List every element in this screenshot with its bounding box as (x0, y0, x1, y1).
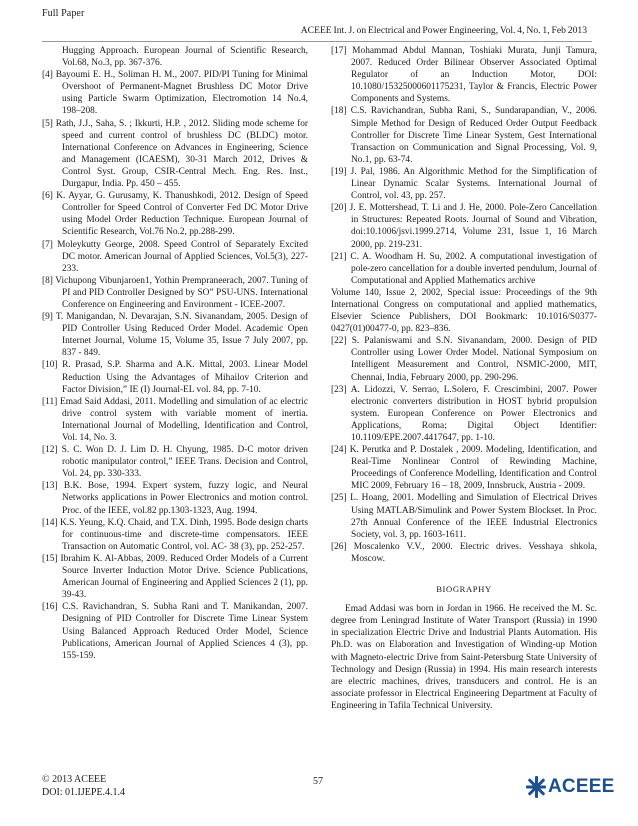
reference-text: Moscalenko V.V., 2000. Electric drives. Vesshaya shkola, Moscow. (351, 541, 597, 564)
reference-item (42, 275, 308, 311)
reference-number: [6] (42, 191, 53, 202)
reference-text: Rath, J.J., Saha, S. ; Ikkurti, H.P. , 2012. Sliding mode scheme for speed and current control of brushless DC (BLDC) motor. International Conference on Advances in Engineering, Science and Management (ICAESM), 30-31 March 2012, Drives & Control Syst. Group, CSIR-Central Mech. Eng. Res. Inst., Durgapur, India. Pp. 450 – 455. (55, 118, 309, 190)
reference-item (331, 541, 597, 565)
reference-text: J. E. Mottershead, T. Li and J. He, 2000. Pole-Zero Cancellation in Structures: Repeated Roots. Journal of Sound and Vibration, doi:10.1006/jsvi.1999.2714, Volume 231, Issue 1, 16 March 2000, pp. 219-231. (349, 203, 597, 250)
copyright-text: © 2013 ACEEE (42, 774, 107, 785)
reference-number: [15] (42, 553, 58, 564)
reference-text: C.S. Ravichandran, Subha Rani, S., Sundarapandian, V., 2006. Simple Method for Design of Reduced Order Output Feedback Controller for Discrete Time Linear System, Gest International Transaction on Communication and Signal Processing, Vol. 9, No.1, pp. 63-74. (350, 106, 597, 165)
reference-item (331, 166, 597, 202)
reference-item (42, 190, 308, 238)
reference-number: [10] (42, 360, 58, 371)
reference-number: [16] (42, 602, 58, 613)
reference-text: S. Palaniswami and S.N. Sivanandam, 2000. Design of PID Controller using Lower Order Model. National Symposium on Intelligent Measurement and Control, NSMIC-2000, MIT, Chennai, India, February 2000, pp. 290-296. (351, 336, 598, 383)
reference-item (42, 239, 308, 275)
reference-text: Volume 140, Issue 2, 2002, Special issue: Proceedings of the 9th International Congress on computational and applied mathematics, Elsevier Science Publishers, DOI Bookmark: 10.1016/S0377-0427(01)00477-0, pp. 823–836. (331, 287, 597, 335)
reference-text: Mohammad Abdul Mannan, Toshiaki Murata, Junji Tamura, 2007. Reduced Order Bilinear Observer Associated Optimal Regulator of an Induction Motor, DOI: 10.1080/15325000601175231, Taylor & Francis, Electric Power Components and Systems. (351, 46, 598, 105)
section-label: Full Paper (42, 8, 85, 19)
reference-text: K.S. Yeung, K.Q. Chaid, and T.X. Dinh, 1995. Bode design charts for continuous-time and discrete-time compensators. IEEE Transaction on Automatic Control, vol. AC- 38 (3), pp. 252-257. (60, 517, 309, 552)
reference-item (331, 202, 597, 250)
reference-number: [11] (42, 396, 58, 407)
doi-text: DOI: 01.IJEPE.4.1.4 (42, 787, 126, 798)
reference-text: T. Manigandan, N. Devarajan, S.N. Sivanandam, 2005. Design of PID Controller Using Reduced Order Model. Academic Open Internet Journal, Volume 15, Volume 35, Issue 7 July 2007, pp. 837 - 849. (55, 312, 308, 359)
reference-number: [23] (331, 384, 347, 395)
reference-number: [25] (331, 493, 347, 504)
logo-star-icon (526, 774, 548, 800)
reference-number: [4] (42, 70, 53, 81)
reference-number: [7] (42, 239, 53, 250)
journal-header: ACEEE Int. J. on Electrical and Power Engineering, Vol. 4, No. 1, Feb 2013 (300, 25, 587, 36)
reference-item (42, 118, 308, 191)
reference-text: J. Pal, 1986. An Algorithmic Method for the Simplification of Linear Dynamic Scalar Systems. International Journal of Control, vol. 43, pp. 257. (350, 166, 597, 202)
reference-text: K. Perutka and P. Dostalek , 2009. Modeling, Identification, and Real-Time Nonlinear Control of Rewinding Machine, Proceedings of Conference Modelling, Identification and Control MIC 2009, February 16 – 18, 2009, Innsbruck, Austria - 2009. (349, 445, 597, 492)
reference-item (42, 480, 308, 516)
reference-item (331, 287, 597, 335)
references-column-left (42, 45, 308, 662)
reference-item (331, 105, 597, 165)
reference-item (331, 335, 597, 383)
reference-number: [13] (42, 481, 58, 492)
reference-number: [20] (331, 203, 347, 214)
reference-item (42, 396, 308, 444)
reference-item (331, 251, 597, 287)
reference-text: Emad Said Addasi, 2011. Modelling and simulation of ac electric drive control system with variable moment of inertia. International Journal of Modelling, Identification and Control, Vol. 14, No. 3. (60, 396, 308, 443)
reference-item (331, 45, 597, 105)
reference-text: Vichupong Vibunjaroen1, Yothin Prempraneerach, 2007. Tuning of PI and PID Controller Designed by SO” PSU-UNS. International Conference on Engineering and Environment - ICEE-2007. (55, 275, 308, 310)
reference-number: [21] (331, 251, 347, 262)
reference-text: Hugging Approach. European Journal of Scientific Research, Vol.68, No.3, pp. 367-376. (62, 46, 308, 69)
reference-number: [18] (331, 106, 347, 117)
reference-number: [24] (331, 445, 347, 456)
reference-text: A. Lidozzi, V. Serrao, L.Solero, F. Crescimbini, 2007. Power electronic converters distribution in HOST hybrid propulsion system. European Conference on Power Electronics and Applications, Roma; Digital Object Identifier: 10.1109/EPE.2007.4417647, pp. 1-10. (350, 384, 597, 443)
reference-text: C.S. Ravichandran, S. Subha Rani and T. Manikandan, 2007. Designing of PID Controller for Discrete Time Linear System Using Balanced Approach Reduced Order Model, Science Publications, American Journal of Applied Sciences 4 (3), pp. 155-159. (62, 602, 308, 661)
reference-text: Moleykutty George, 2008. Speed Control of Separately Excited DC motor. American Journal of Applied Sciences, Vol.5(3), 227-233. (57, 239, 309, 274)
reference-number: [12] (42, 445, 58, 456)
reference-text: S. C. Won D. J. Lim D. H. Chyung, 1985. D-C motor driven robotic manipulator control,” IEEE Trans. Decision and Control, Vol. 24, pp. 330-333. (61, 445, 308, 480)
reference-text: C. A. Woodham H. Su, 2002. A computational investigation of pole-zero cancellation for a double inverted pendulum, Journal of Computational and Applied Mathematics archive (350, 251, 598, 286)
page-number: 57 (313, 776, 323, 787)
reference-number: [26] (331, 541, 347, 552)
logo-text: ACEEE (548, 776, 615, 797)
biography-text: Emad Addasi was born in Jordan in 1966. He received the M. Sc. degree from Leningrad Institute of Water Transport (Russia) in 1990 in specialization Electric Drive and Industrial Plants Automation. His Ph.D. was on Elaboration and Investigation of Winding-up Motion with Magneto-electric Drive from Saint-Petersburg State University of Technology and Design (Russia) in 1994. His main research interests are electric machines, drives, transducers and control. He is an associate professor in Electrical Engineering Department at Faculty of Engineering in Tafila Technical University. (331, 604, 597, 711)
reference-text: Ibrahim K. Al-Abbas, 2009. Reduced Order Models of a Current Source Inverter Induction Motor Drive. Science Publications, American Journal of Engineering and Applied Sciences 2 (1), pp. 39-43. (60, 553, 309, 601)
aceee-logo (526, 774, 615, 800)
reference-item (42, 311, 308, 359)
reference-number: [9] (42, 312, 53, 323)
reference-item (331, 444, 597, 492)
reference-item (42, 359, 308, 395)
reference-text: K. Ayyar, G. Gurusamy, K. Thanushkodi, 2012. Design of Speed Controller for Speed Control of Converter Fed DC Motor Drive using Model Order Reduction Technique. European Journal of Scientific Research, Vol.76 No.2, pp.288-299. (56, 191, 308, 238)
reference-item (331, 492, 597, 540)
reference-number: [22] (331, 336, 347, 347)
reference-item (42, 69, 308, 117)
reference-text: B.K. Bose, 1994. Expert system, fuzzy logic, and Neural Networks applications in Power Electronics and motion control. Proc. of the IEEE, vol.82 pp.1303-1323, Aug. 1994. (62, 481, 309, 516)
reference-item (331, 384, 597, 444)
reference-number: [8] (42, 275, 53, 286)
reference-item (42, 45, 308, 69)
reference-text: R. Prasad, S.P. Sharma and A.K. Mittal, 2003. Linear Model Reduction Using the Advantages of Mihailov Criterion and Factor Division,” IE (I) Journal-EL vol. 84, pp. 7-10. (62, 360, 309, 395)
header-divider (42, 41, 592, 42)
reference-number: [17] (331, 46, 347, 56)
references-column-right (331, 45, 597, 712)
references-list-right (331, 45, 597, 565)
footer-copyright (42, 773, 125, 799)
reference-text: L. Hoang, 2001. Modelling and Simulation of Electrical Drives Using MATLAB/Simulink and Power System Blockset. In Proc. 27th Annual Conference of the IEEE Industrial Electronics Society, vol. 3, pp. 1603-1611. (350, 493, 598, 540)
reference-number: [14] (42, 517, 58, 528)
reference-item (42, 517, 308, 553)
reference-item (42, 601, 308, 661)
reference-number: [19] (331, 166, 347, 177)
reference-item (42, 553, 308, 601)
reference-item (42, 444, 308, 480)
reference-number: [5] (42, 118, 53, 129)
reference-text: Bayoumi E. H., Soliman H. M., 2007. PID/PI Tuning for Minimal Overshoot of Permanent-Magnet Brushless DC Motor Drive using Particle Swarm Optimization, Electromotion 14 No.4, 198–208. (55, 70, 308, 117)
biography-heading: BIOGRAPHY (436, 584, 492, 595)
